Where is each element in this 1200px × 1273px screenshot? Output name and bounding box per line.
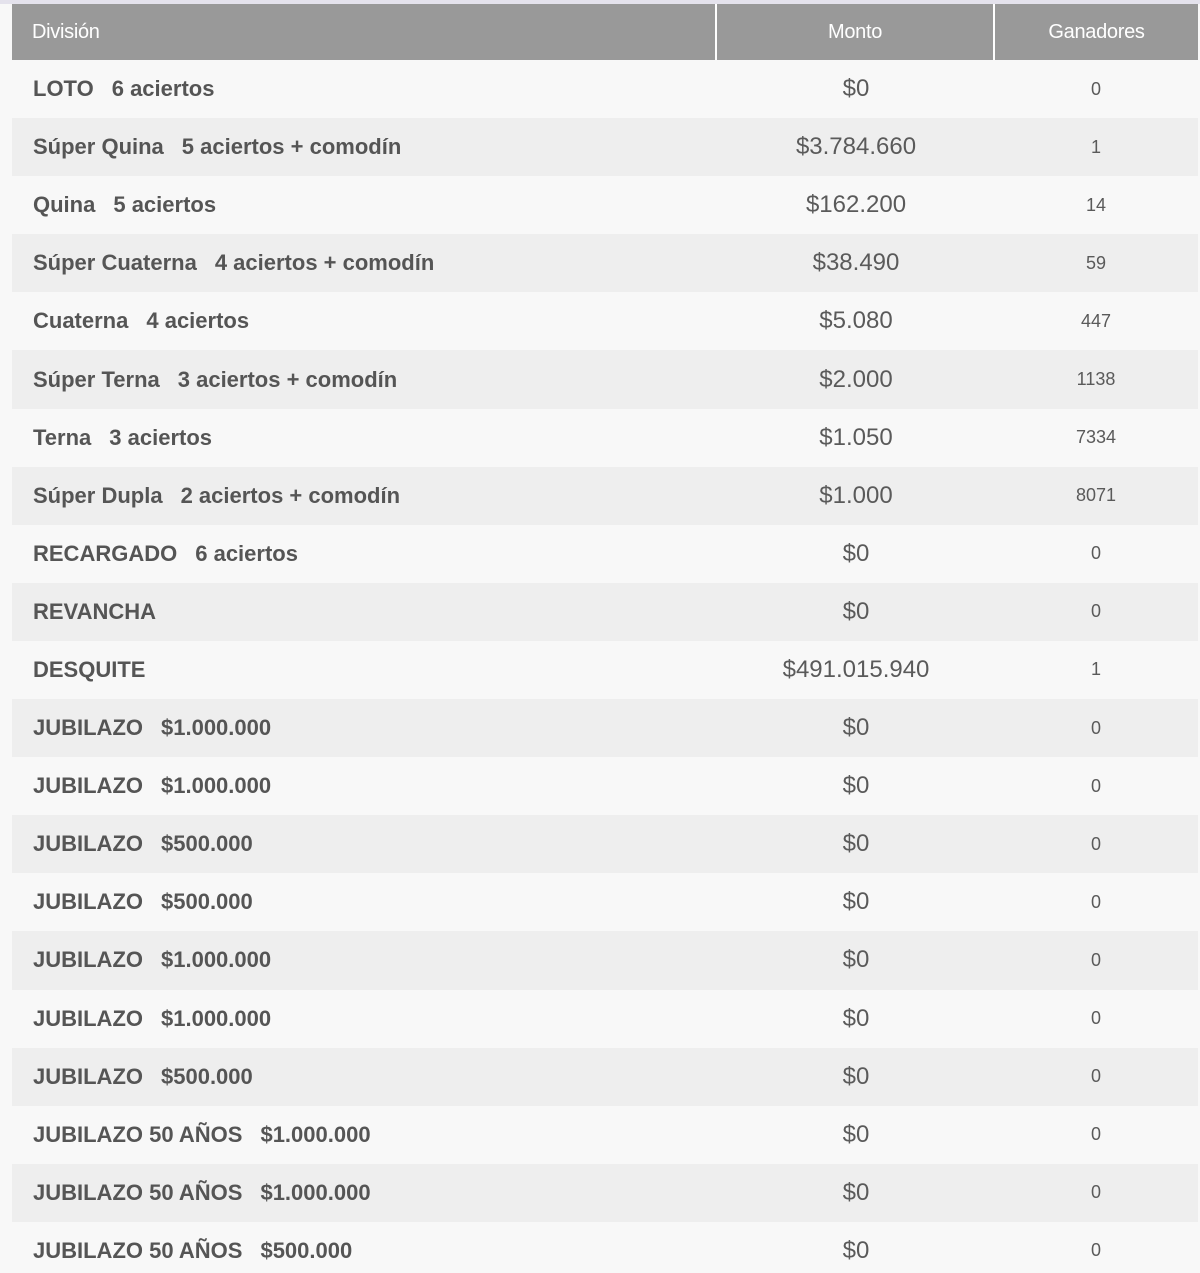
monto-cell: $0 — [716, 990, 994, 1048]
division-cell — [12, 1106, 716, 1164]
table-row — [12, 60, 1198, 118]
ganadores-cell: 0 — [994, 1222, 1198, 1273]
table-row — [12, 931, 1198, 989]
division-name: JUBILAZO 50 AÑOS — [33, 1237, 243, 1263]
table-row — [12, 234, 1198, 292]
table-header — [12, 4, 1198, 60]
division-detail: $1.000.000 — [260, 1179, 371, 1205]
table-row — [12, 699, 1198, 757]
division-cell — [12, 176, 716, 234]
division-name: Súper Cuaterna — [33, 250, 197, 276]
division-cell — [12, 118, 716, 176]
ganadores-cell: 59 — [994, 234, 1198, 292]
division-detail: 6 aciertos — [111, 76, 215, 102]
division-name: JUBILAZO — [33, 715, 143, 741]
monto-cell: $0 — [716, 1164, 994, 1222]
results-table — [12, 4, 1198, 1273]
division-detail: 2 aciertos + comodín — [180, 482, 401, 508]
division-cell — [12, 1048, 716, 1106]
division-cell — [12, 1164, 716, 1222]
division-detail: $1.000.000 — [161, 773, 272, 799]
ganadores-cell: 0 — [994, 1106, 1198, 1164]
ganadores-cell: 14 — [994, 176, 1198, 234]
table-row — [12, 1164, 1198, 1222]
ganadores-cell: 0 — [994, 583, 1198, 641]
ganadores-cell: 0 — [994, 873, 1198, 931]
division-detail: 4 aciertos + comodín — [214, 250, 435, 276]
ganadores-cell: 7334 — [994, 409, 1198, 467]
division-detail: 5 aciertos + comodín — [181, 134, 402, 160]
division-detail: 3 aciertos — [109, 424, 213, 450]
monto-cell: $5.080 — [716, 292, 994, 350]
ganadores-cell: 0 — [994, 815, 1198, 873]
monto-cell: $0 — [716, 525, 994, 583]
header-division: División — [12, 4, 716, 60]
division-name: Súper Terna — [33, 366, 160, 392]
header-monto: Monto — [716, 4, 994, 60]
division-detail: 5 aciertos — [113, 192, 217, 218]
header-row — [12, 4, 1198, 60]
division-name: LOTO — [33, 76, 94, 102]
ganadores-cell: 1 — [994, 118, 1198, 176]
monto-cell: $0 — [716, 757, 994, 815]
table-row — [12, 1048, 1198, 1106]
division-name: REVANCHA — [33, 598, 157, 624]
division-detail: $1.000.000 — [161, 947, 272, 973]
table-row — [12, 292, 1198, 350]
monto-cell: $0 — [716, 815, 994, 873]
division-name: RECARGADO — [33, 540, 178, 566]
division-name: JUBILAZO — [33, 889, 143, 915]
monto-cell: $0 — [716, 1222, 994, 1273]
table-row — [12, 641, 1198, 699]
division-detail: 3 aciertos + comodín — [177, 366, 398, 392]
table-row — [12, 990, 1198, 1048]
monto-cell: $0 — [716, 931, 994, 989]
division-cell — [12, 990, 716, 1048]
division-detail: 4 aciertos — [146, 308, 250, 334]
division-cell — [12, 1222, 716, 1273]
division-detail: $500.000 — [161, 831, 253, 857]
ganadores-cell: 0 — [994, 990, 1198, 1048]
division-cell — [12, 292, 716, 350]
table-row — [12, 350, 1198, 408]
table-row — [12, 815, 1198, 873]
division-cell — [12, 641, 716, 699]
division-detail: $500.000 — [161, 889, 253, 915]
division-cell — [12, 699, 716, 757]
monto-cell: $0 — [716, 583, 994, 641]
monto-cell: $38.490 — [716, 234, 994, 292]
monto-cell: $2.000 — [716, 350, 994, 408]
division-name: JUBILAZO 50 AÑOS — [33, 1179, 243, 1205]
table-row — [12, 525, 1198, 583]
header-ganadores: Ganadores — [994, 4, 1198, 60]
division-cell — [12, 60, 716, 118]
ganadores-cell: 0 — [994, 757, 1198, 815]
division-detail: $500.000 — [260, 1237, 353, 1263]
ganadores-cell: 0 — [994, 931, 1198, 989]
ganadores-cell: 447 — [994, 292, 1198, 350]
ganadores-cell: 1138 — [994, 350, 1198, 408]
table-row — [12, 118, 1198, 176]
division-detail: $500.000 — [161, 1063, 253, 1089]
division-name: JUBILAZO — [33, 947, 143, 973]
division-name: JUBILAZO — [33, 773, 143, 799]
ganadores-cell: 8071 — [994, 467, 1198, 525]
monto-cell: $0 — [716, 60, 994, 118]
ganadores-cell: 0 — [994, 60, 1198, 118]
monto-cell: $162.200 — [716, 176, 994, 234]
table-row — [12, 467, 1198, 525]
division-detail: $1.000.000 — [161, 1005, 272, 1031]
table-body — [12, 60, 1198, 1273]
division-cell — [12, 409, 716, 467]
monto-cell: $0 — [716, 1048, 994, 1106]
division-cell — [12, 234, 716, 292]
table-row — [12, 1222, 1198, 1273]
division-cell — [12, 873, 716, 931]
division-detail: $1.000.000 — [260, 1121, 371, 1147]
table-row — [12, 176, 1198, 234]
ganadores-cell: 0 — [994, 1164, 1198, 1222]
division-detail: 6 aciertos — [195, 540, 298, 566]
division-name: Terna — [33, 424, 92, 450]
division-name: Súper Quina — [33, 134, 164, 160]
monto-cell: $1.000 — [716, 467, 994, 525]
ganadores-cell: 0 — [994, 1048, 1198, 1106]
monto-cell: $491.015.940 — [716, 641, 994, 699]
table-row — [12, 409, 1198, 467]
division-name: JUBILAZO — [33, 1063, 143, 1089]
division-cell — [12, 350, 716, 408]
table-row — [12, 873, 1198, 931]
division-cell — [12, 583, 716, 641]
monto-cell: $0 — [716, 873, 994, 931]
division-cell — [12, 757, 716, 815]
table-row — [12, 1106, 1198, 1164]
division-detail: $1.000.000 — [161, 715, 272, 741]
division-name: Cuaterna — [33, 308, 129, 334]
monto-cell: $3.784.660 — [716, 118, 994, 176]
ganadores-cell: 0 — [994, 699, 1198, 757]
division-name: Quina — [33, 192, 96, 218]
division-name: JUBILAZO — [33, 831, 143, 857]
monto-cell: $0 — [716, 1106, 994, 1164]
division-name: JUBILAZO 50 AÑOS — [33, 1121, 243, 1147]
division-cell — [12, 815, 716, 873]
division-cell — [12, 525, 716, 583]
ganadores-cell: 1 — [994, 641, 1198, 699]
division-name: JUBILAZO — [33, 1005, 143, 1031]
monto-cell: $1.050 — [716, 409, 994, 467]
division-cell — [12, 931, 716, 989]
division-name: Súper Dupla — [33, 482, 163, 508]
table-row — [12, 583, 1198, 641]
ganadores-cell: 0 — [994, 525, 1198, 583]
division-cell — [12, 467, 716, 525]
monto-cell: $0 — [716, 699, 994, 757]
division-name: DESQUITE — [33, 656, 146, 682]
table-row — [12, 757, 1198, 815]
